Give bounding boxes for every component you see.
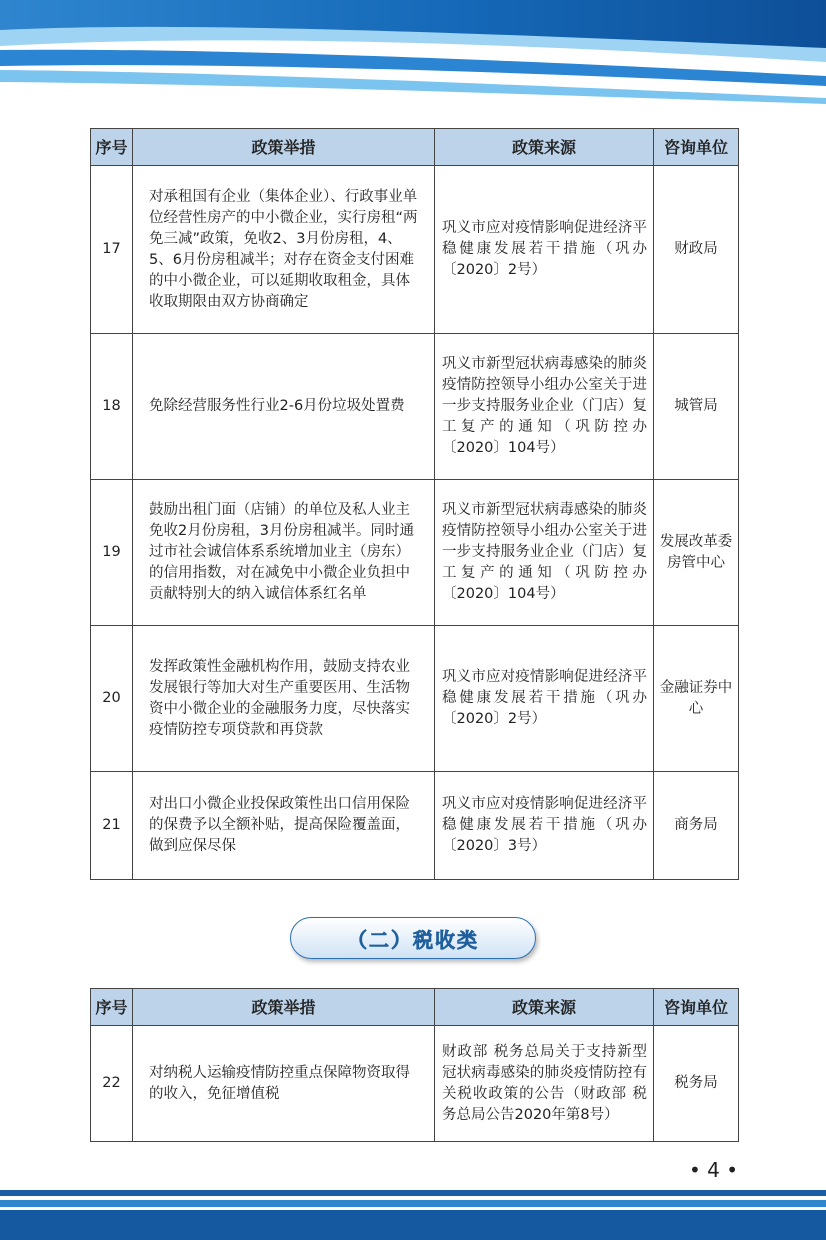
consult-unit: 财政局 [654,166,739,334]
table-row [91,626,739,772]
section-title: （二）税收类 [347,927,479,952]
consult-unit: 税务局 [654,1026,739,1142]
header-unit: 咨询单位 [654,129,739,166]
policy-source: 巩义市应对疫情影响促进经济平稳健康发展若干措施（巩办〔2020〕3号） [435,772,654,880]
policy-measure: 发挥政策性金融机构作用，鼓励支持农业发展银行等加大对生产重要医用、生活物资中小微企业的金融服务力度，尽快落实疫情防控专项贷款和再贷款 [133,626,435,772]
row-number: 21 [91,772,133,880]
consult-unit: 城管局 [654,334,739,480]
policy-table-1 [90,128,739,880]
table-row [91,166,739,334]
policy-source: 巩义市应对疫情影响促进经济平稳健康发展若干措施（巩办〔2020〕2号） [435,166,654,334]
policy-measure: 鼓励出租门面（店铺）的单位及私人业主免收2月份房租，3月份房租减半。同时通过市社会诚信体系系统增加业主（房东）的信用指数，对在减免中小微企业负担中贡献特别大的纳入诚信体系红名单 [133,480,435,626]
row-number: 22 [91,1026,133,1142]
consult-unit: 金融证券中心 [654,626,739,772]
policy-source: 巩义市新型冠状病毒感染的肺炎疫情防控领导小组办公室关于进一步支持服务业企业（门店）复工复产的通知（巩防控办〔2020〕104号） [435,334,654,480]
policy-measure: 对承租国有企业（集体企业）、行政事业单位经营性房产的中小微企业，实行房租“两免三减”政策，免收2、3月份房租，4、5、6月份房租减半；对存在资金支付困难的中小微企业，可以延期收取租金，具体收取期限由双方协商确定 [133,166,435,334]
table-row [91,480,739,626]
policy-source: 巩义市应对疫情影响促进经济平稳健康发展若干措施（巩办〔2020〕2号） [435,626,654,772]
policy-measure: 对纳税人运输疫情防控重点保障物资取得的收入，免征增值税 [133,1026,435,1142]
policy-measure: 对出口小微企业投保政策性出口信用保险的保费予以全额补贴，提高保险覆盖面，做到应保尽保 [133,772,435,880]
table-header-row [91,129,739,166]
policy-source: 巩义市新型冠状病毒感染的肺炎疫情防控领导小组办公室关于进一步支持服务业企业（门店）复工复产的通知（巩防控办〔2020〕104号） [435,480,654,626]
policy-table-2 [90,988,739,1142]
consult-unit: 商务局 [654,772,739,880]
row-number: 20 [91,626,133,772]
policy-source: 财政部 税务总局关于支持新型冠状病毒感染的肺炎疫情防控有关税收政策的公告（财政部 税务总局公告2020年第8号） [435,1026,654,1142]
policy-measure: 免除经营服务性行业2-6月份垃圾处置费 [133,334,435,480]
row-number: 17 [91,166,133,334]
header-no: 序号 [91,129,133,166]
top-wave-banner [0,0,826,112]
row-number: 18 [91,334,133,480]
bottom-blue-band [0,1190,826,1240]
row-number: 19 [91,480,133,626]
table-row [91,1026,739,1142]
section-heading-tax [290,917,536,959]
header-source: 政策来源 [435,129,654,166]
header-no: 序号 [91,989,133,1026]
header-unit: 咨询单位 [654,989,739,1026]
header-measure: 政策举措 [133,129,435,166]
page-number: • 4 • [688,1158,738,1182]
consult-unit: 发展改革委房管中心 [654,480,739,626]
table-row [91,772,739,880]
header-measure: 政策举措 [133,989,435,1026]
table-row [91,334,739,480]
table-header-row [91,989,739,1026]
header-source: 政策来源 [435,989,654,1026]
